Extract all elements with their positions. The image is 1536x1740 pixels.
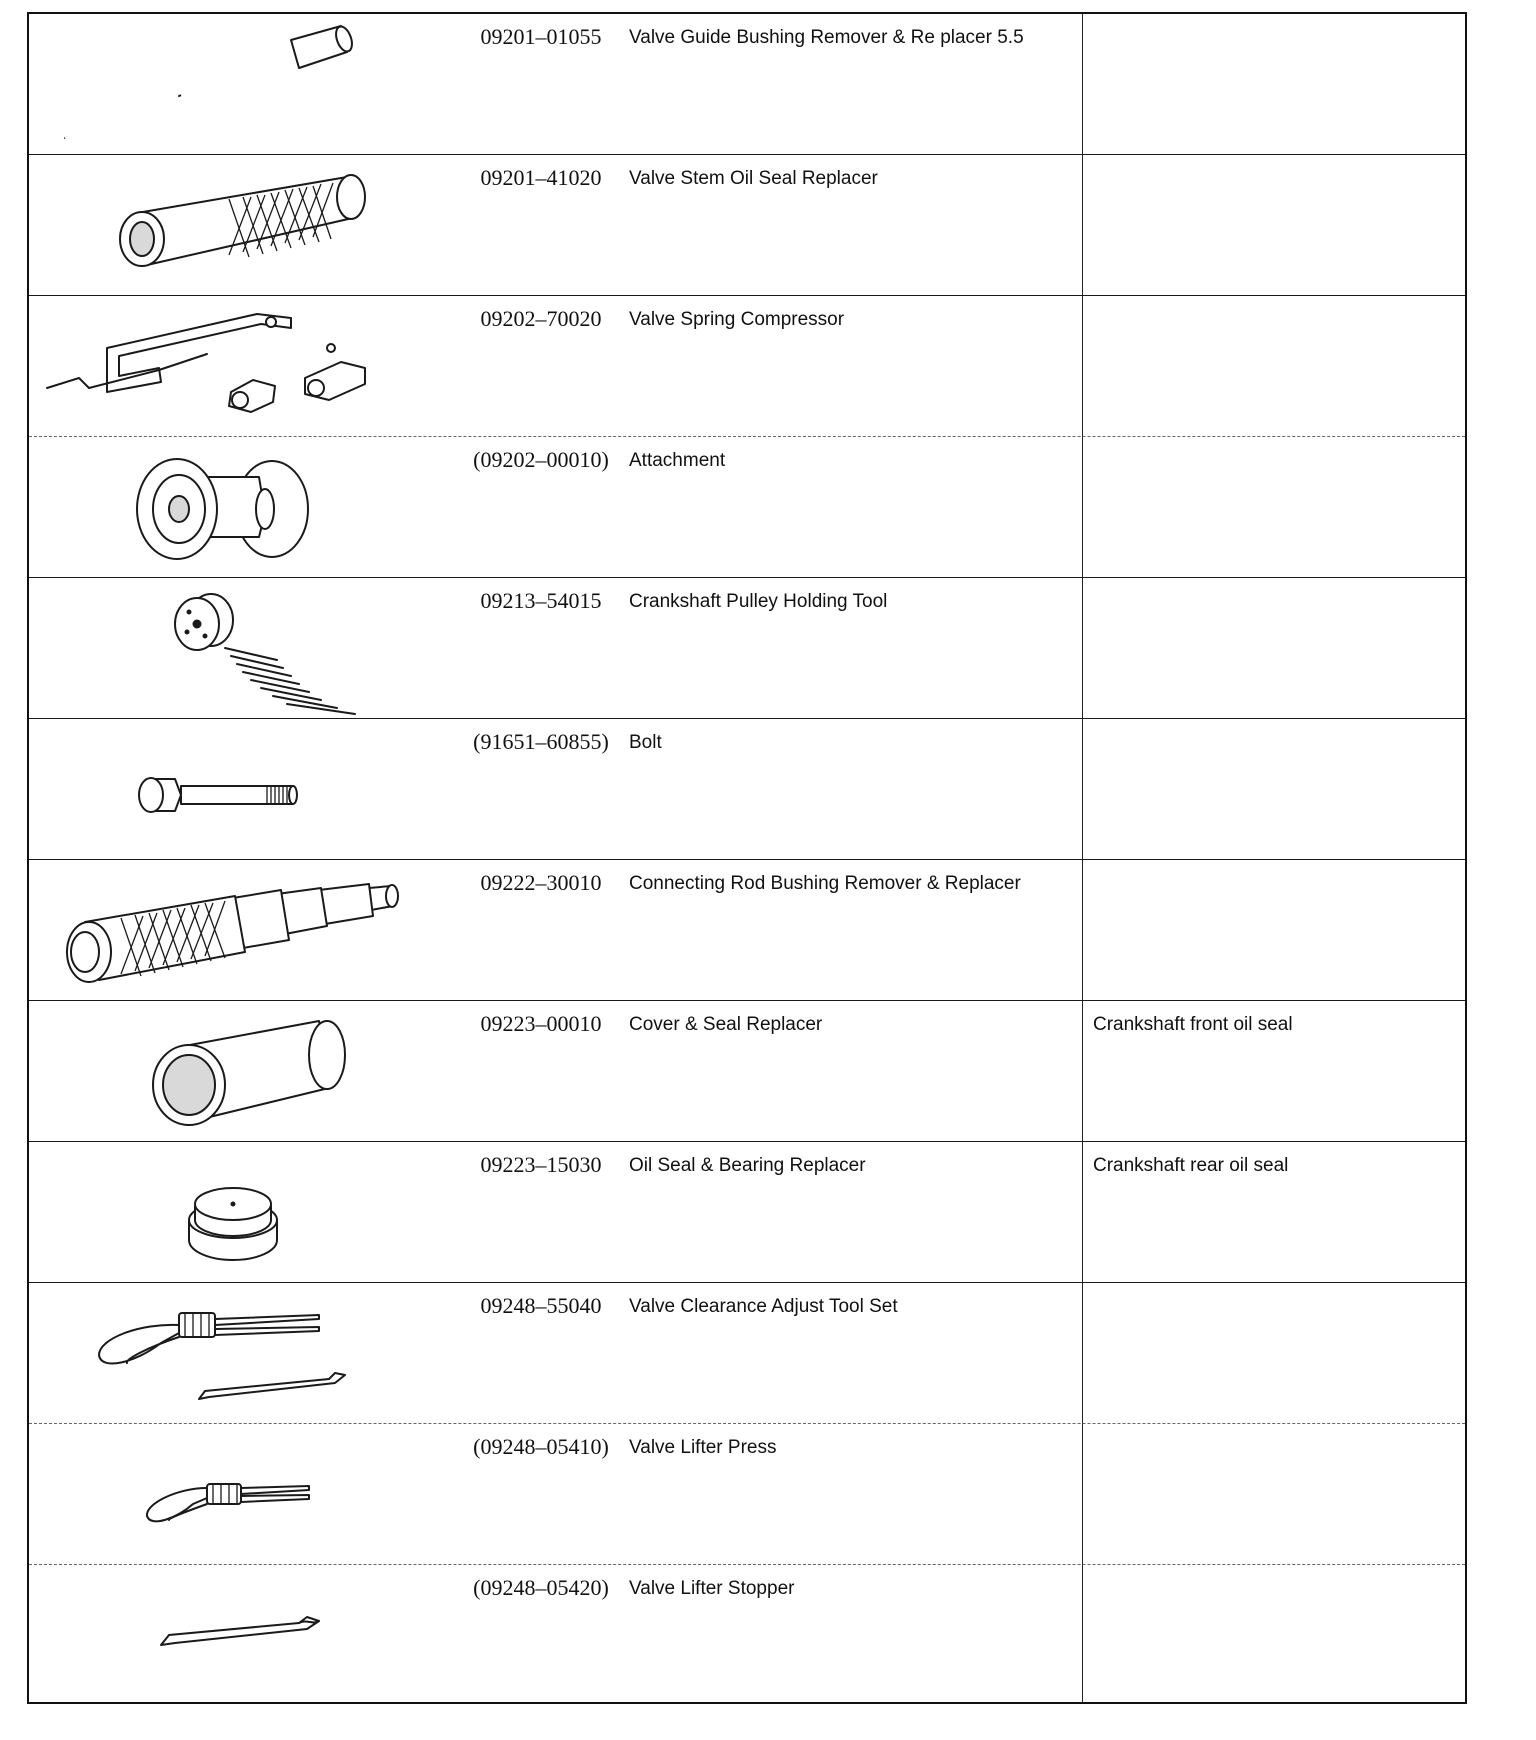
table-row [29, 860, 1465, 1001]
table-row [29, 437, 1465, 578]
valve-lifter-press-icon [29, 1424, 449, 1565]
table-row [29, 296, 1465, 437]
tool-name: Bolt [629, 732, 662, 753]
tool-name: Valve Lifter Stopper [629, 1578, 795, 1599]
usage-note: Crankshaft front oil seal [1093, 1014, 1293, 1035]
usage-note: Crankshaft rear oil seal [1093, 1155, 1289, 1176]
table-row [29, 1565, 1465, 1706]
tool-name: Valve Spring Compressor [629, 309, 845, 330]
bearing-replacer-cup-icon [29, 1142, 449, 1283]
pulley-holding-tool-icon [29, 578, 449, 719]
special-tool-table [27, 12, 1467, 1704]
tool-name: Valve Clearance Adjust Tool Set [629, 1296, 898, 1317]
part-number: 09248–55040 [480, 1293, 602, 1318]
valve-clearance-tool-set-icon [29, 1283, 449, 1424]
valve-lifter-stopper-icon [29, 1565, 449, 1706]
part-number: 09201–01055 [480, 24, 602, 49]
tool-name: Cover & Seal Replacer [629, 1014, 823, 1035]
bolt-icon [29, 719, 449, 860]
part-number: (09248–05410) [473, 1434, 609, 1459]
seal-replacer-cylinder-icon [29, 1001, 449, 1142]
table-row [29, 1001, 1465, 1142]
part-number: (09202–00010) [473, 447, 609, 472]
oil-seal-replacer-icon [29, 155, 449, 296]
part-number: 09201–41020 [480, 165, 602, 190]
table-row [29, 1424, 1465, 1565]
part-number: 09202–70020 [480, 306, 602, 331]
rod-bushing-remover-icon [29, 860, 449, 1001]
table-row [29, 14, 1465, 155]
part-number: (91651–60855) [473, 729, 609, 754]
table-row [29, 155, 1465, 296]
part-number: 09222–30010 [480, 870, 602, 895]
table-row [29, 578, 1465, 719]
tool-name: Crankshaft Pulley Holding Tool [629, 591, 888, 612]
part-number: 09223–00010 [480, 1011, 602, 1036]
guide-bushing-remover-icon [29, 14, 449, 155]
attachment-icon [29, 437, 449, 578]
tool-name: Valve Stem Oil Seal Replacer [629, 168, 878, 189]
tool-name: Valve Guide Bushing Remover & Re placer 5.5 [629, 27, 1024, 48]
tool-name: Valve Lifter Press [629, 1437, 777, 1458]
part-number: (09248–05420) [473, 1575, 609, 1600]
tool-name: Attachment [629, 450, 726, 471]
tool-name: Oil Seal & Bearing Replacer [629, 1155, 866, 1176]
tool-name: Connecting Rod Bushing Remover & Replacer [629, 873, 1021, 894]
part-number: 09213–54015 [480, 588, 602, 613]
table-row [29, 719, 1465, 860]
table-row [29, 1283, 1465, 1424]
spring-compressor-icon [29, 296, 449, 437]
part-number: 09223–15030 [480, 1152, 602, 1177]
table-row [29, 1142, 1465, 1283]
